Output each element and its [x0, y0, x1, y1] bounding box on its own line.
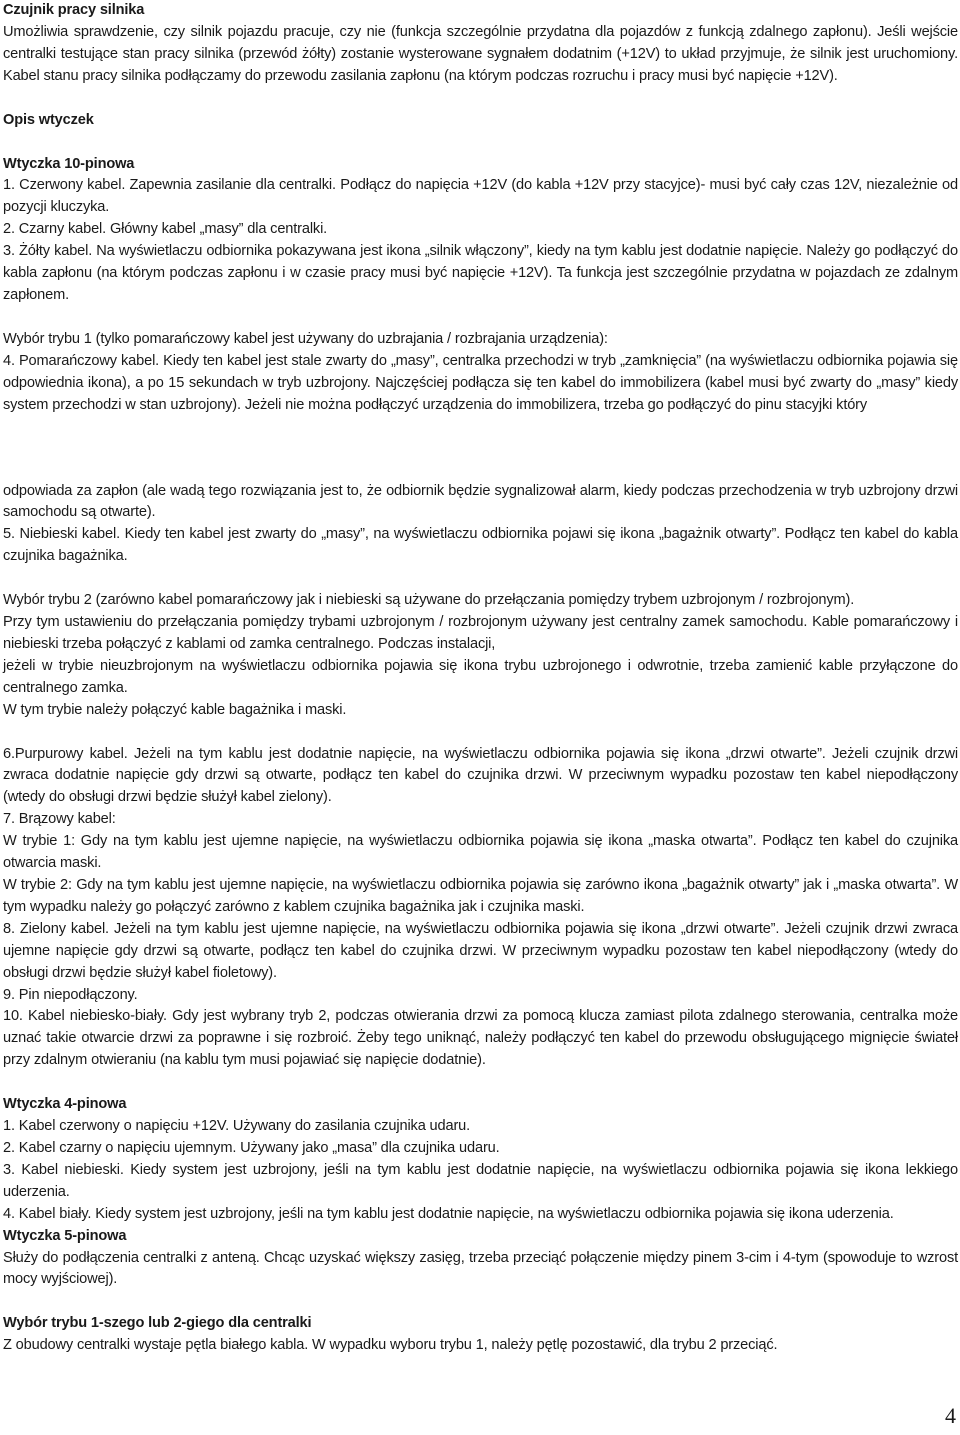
- paragraph: Przy tym ustawieniu do przełączania pomiędzy trybami uzbrojonym / rozbrojonym używany jest centralny zamek samochodu. Kable pomarańczowy i niebieski trzeba połączyć z kablami od zamka centralnego. Podczas instalacji,: [3, 614, 958, 652]
- list-item: 10. Kabel niebiesko-biały. Gdy jest wybrany tryb 2, podczas otwierania drzwi za pomocą klucza zamiast pilota zdalnego sterowania, centralka może uznać takie otwarcie drzwi za poprawne i się rozbroić. Żeby tego uniknąć, należy podłączyć ten kabel do przewodu obsługującego mignięcie świateł przy zdalnym otwieraniu (na kablu tym musi pojawiać się napięcie dodatnie).: [3, 1008, 958, 1069]
- list-item: 4. Kabel biały. Kiedy system jest uzbrojony, jeśli na tym kablu jest dodatnie napięcie, na wyświetlaczu odbiornika pojawia się ikona uderzenia.: [3, 1205, 894, 1222]
- list-item: 6.Purpurowy kabel. Jeżeli na tym kablu jest dodatnie napięcie, na wyświetlaczu odbiornika pojawia się ikona „drzwi otwarte”. Jeżeli czujnik drzwi zwraca dodatnie napięcie gdy drzwi są otwarte, podłącz ten kabel do czujnika drzwi. W przeciwnym wypadku pozostaw ten kabel niepodłączony (wtedy do obsługi drzwi będzie służył kabel zielony).: [3, 745, 958, 806]
- paragraph: W trybie 1: Gdy na tym kablu jest ujemne napięcie, na wyświetlaczu odbiornika pojawia się ikona „maska otwarta”. Podłącz ten kabel do czujnika otwarcia maski.: [3, 833, 958, 872]
- paragraph: jeżeli w trybie nieuzbrojonym na wyświetlaczu odbiornika pojawia się ikona trybu uzbrojonego i odwrotnie, trzeba zamienić kable przyłączone do centralnego zamka.: [3, 657, 958, 696]
- list-item: 2. Czarny kabel. Główny kabel „masy” dla centralki.: [3, 221, 328, 238]
- list-item: 7. Brązowy kabel:: [3, 811, 116, 828]
- paragraph: Wybór trybu 1 (tylko pomarańczowy kabel jest używany do uzbrajania / rozbrajania urządzenia):: [3, 330, 608, 347]
- list-item: 3. Kabel niebieski. Kiedy system jest uzbrojony, jeśli na tym kablu jest dodatnie napięcie, na wyświetlaczu odbiornika pojawia się ikona lekkiego uderzenia.: [3, 1161, 958, 1200]
- section-heading-plug-10: Wtyczka 10-pinowa: [3, 155, 135, 172]
- section-heading-engine-sensor: Czujnik pracy silnika: [3, 2, 145, 18]
- list-item: 5. Niebieski kabel. Kiedy ten kabel jest zwarty do „masy”, na wyświetlaczu odbiornika pojawi się ikona „bagażnik otwarty”. Podłącz ten kabel do kabla czujnika bagażnika.: [3, 526, 958, 565]
- list-item: 2. Kabel czarny o napięciu ujemnym. Używany jako „masa” dla czujnika udaru.: [3, 1139, 500, 1156]
- paragraph: W tym trybie należy połączyć kable bagażnika i maski.: [3, 701, 347, 718]
- paragraph: Wybór trybu 2 (zarówno kabel pomarańczowy jak i niebieski są używane do przełączania pomiędzy trybem uzbrojonym / rozbrojonym).: [3, 592, 855, 609]
- list-item: 9. Pin niepodłączony.: [3, 986, 138, 1003]
- section-heading-plug-5: Wtyczka 5-pinowa: [3, 1227, 127, 1244]
- page-number: 4: [945, 1403, 956, 1428]
- list-item: 3. Żółty kabel. Na wyświetlaczu odbiornika pokazywana jest ikona „silnik włączony”, kiedy na tym kablu jest dodatnie napięcie. Należy go podłączyć do kabla zapłonu (na którym podczas zapłonu i w czasie pracy musi być napięcie +12V). Ta funkcja jest szczególnie przydatna w pojazdach ze zdalnym zapłonem.: [3, 243, 958, 303]
- list-item: 1. Kabel czerwony o napięciu +12V. Używany do zasilania czujnika udaru.: [3, 1118, 471, 1135]
- section-heading-mode-select: Wybór trybu 1-szego lub 2-giego dla centralki: [3, 1315, 312, 1332]
- paragraph: odpowiada za zapłon (ale wadą tego rozwiązania jest to, że odbiornik będzie sygnalizował alarm, kiedy podczas przechodzenia w tryb uzbrojony drzwi samochodu są otwarte).: [3, 482, 958, 521]
- paragraph: Umożliwia sprawdzenie, czy silnik pojazdu pracuje, czy nie (funkcja szczególnie przydatna dla pojazdów z funkcją zdalnego zapłonu). Jeśli wejście centralki testujące stan pracy silnika (przewód żółty) zostanie wysterowane sygnałem dodatnim (+12V) to układ przyjmuje, że silnik jest uruchomiony. Kabel stanu pracy silnika podłączamy do przewodu zasilania zapłonu (na którym podczas rozruchu i pracy musi być napięcie +12V).: [3, 23, 958, 84]
- paragraph: Służy do podłączenia centralki z anteną. Chcąc uzyskać większy zasięg, trzeba przeciąć połączenie między pinem 3-cim i 4-tym (spowoduje to wzrost mocy wyjściowej).: [3, 1249, 958, 1288]
- list-item: 1. Czerwony kabel. Zapewnia zasilanie dla centralki. Podłącz do napięcia +12V (do kabla +12V przy stacyjce)- musi być cały czas 12V, niezależnie od pozycji kluczyka.: [3, 177, 958, 216]
- list-item: 8. Zielony kabel. Jeżeli na tym kablu jest ujemne napięcie, na wyświetlaczu odbiornika pojawia się ikona „drzwi otwarte”. Jeżeli czujnik drzwi zwraca ujemne napięcie gdy drzwi są otwarte, podłącz ten kabel do czujnika drzwi. W przeciwnym wypadku pozostaw ten kabel niepodłączony (wtedy do obsługi drzwi będzie służył kabel fioletowy).: [3, 920, 958, 981]
- paragraph: W trybie 2: Gdy na tym kablu jest ujemne napięcie, na wyświetlaczu odbiornika pojawia się zarówno ikona „bagażnik otwarty” jak i „maska otwarta”. W tym wypadku należy go połączyć zarówno z kablem czujnika bagażnika jak i czujnika maski.: [3, 877, 958, 915]
- paragraph: Z obudowy centralki wystaje pętla białego kabla. W wypadku wyboru trybu 1, należy pętlę pozostawić, dla trybu 2 przeciąć.: [3, 1337, 778, 1354]
- section-heading-plugs: Opis wtyczek: [3, 111, 94, 128]
- section-heading-plug-4: Wtyczka 4-pinowa: [3, 1096, 127, 1113]
- document-page: [3, 0, 958, 1357]
- list-item: 4. Pomarańczowy kabel. Kiedy ten kabel jest stale zwarty do „masy”, centralka przechodzi w tryb „zamknięcia” (na wyświetlaczu odbiornika pojawia się odpowiednia ikona), a po 15 sekundach w tryb uzbrojony. Najczęściej podłącza się ten kabel do immobilizera (kabel musi być zwarty do „masy” kiedy system przechodzi w stan uzbrojony). Jeżeli nie można podłączyć urządzenia do immobilizera, trzeba go podłączyć do pinu stacyjki który: [3, 352, 958, 413]
